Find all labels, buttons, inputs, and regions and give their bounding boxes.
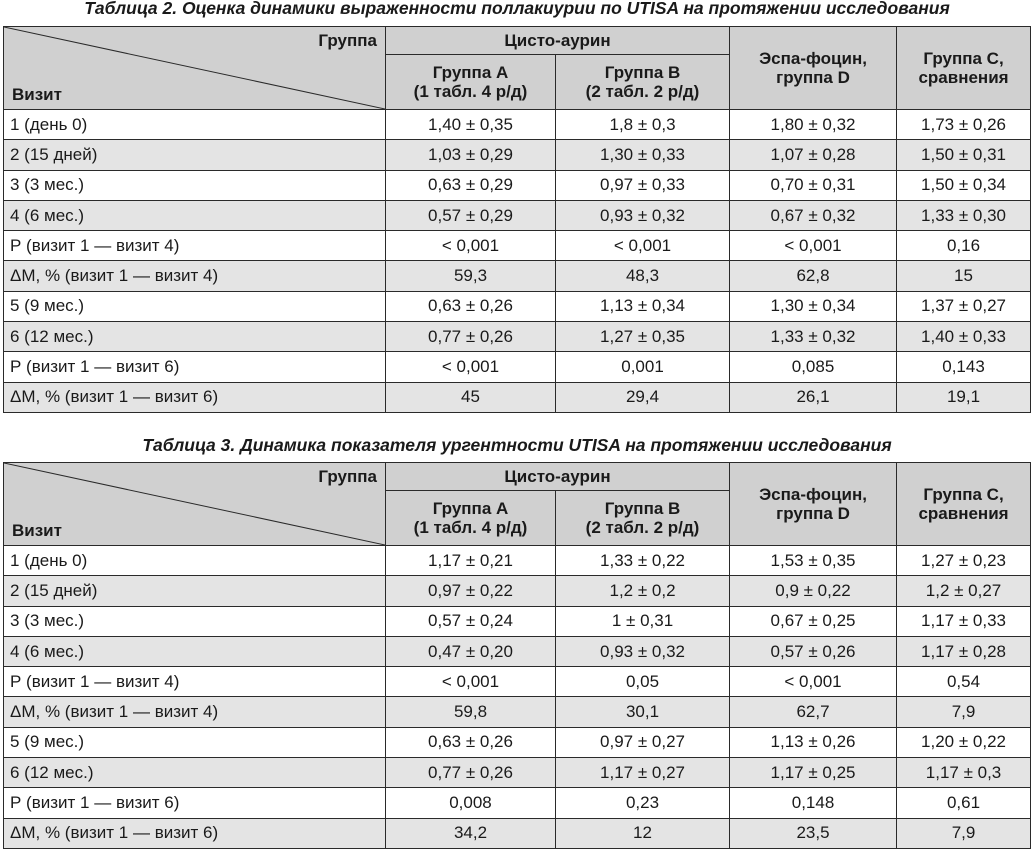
cell-group-d: 62,7 (730, 697, 897, 727)
cell-group-a: 34,2 (386, 818, 556, 848)
cell-group-d: 0,67 ± 0,25 (730, 606, 897, 636)
corner-group-label: Группа (318, 31, 377, 50)
cell-group-c: 15 (897, 261, 1031, 291)
table-row (4, 667, 1031, 697)
header-group-b: Группа В (2 табл. 2 р/д) (556, 55, 730, 110)
row-label: 2 (15 дней) (4, 576, 386, 606)
cell-group-a: 1,03 ± 0,29 (386, 140, 556, 170)
cell-group-b: 0,23 (556, 788, 730, 818)
cell-group-d: 1,17 ± 0,25 (730, 758, 897, 788)
cell-group-c: 0,61 (897, 788, 1031, 818)
header-group-a: Группа А (1 табл. 4 р/д) (386, 491, 556, 546)
cell-group-d: 23,5 (730, 818, 897, 848)
table-row (4, 788, 1031, 818)
table-row (4, 110, 1031, 140)
header-cisto-aurin: Цисто-аурин (386, 27, 730, 55)
table-row (4, 261, 1031, 291)
cell-group-d: 1,07 ± 0,28 (730, 140, 897, 170)
cell-group-b: 1 ± 0,31 (556, 606, 730, 636)
cell-group-a: < 0,001 (386, 667, 556, 697)
cell-group-b: 1,8 ± 0,3 (556, 110, 730, 140)
row-label: Р (визит 1 — визит 6) (4, 352, 386, 382)
row-label: ΔМ, % (визит 1 — визит 6) (4, 382, 386, 412)
cell-group-c: 7,9 (897, 818, 1031, 848)
row-label: 1 (день 0) (4, 546, 386, 576)
header-group-d: Эспа-фоцин, группа D (730, 463, 897, 546)
cell-group-d: 0,70 ± 0,31 (730, 170, 897, 200)
cell-group-c: 0,54 (897, 667, 1031, 697)
row-label: 5 (9 мес.) (4, 727, 386, 757)
cell-group-b: 48,3 (556, 261, 730, 291)
cell-group-d: 0,67 ± 0,32 (730, 200, 897, 230)
row-label: 3 (3 мес.) (4, 606, 386, 636)
cell-group-c: 0,16 (897, 231, 1031, 261)
row-label: 5 (9 мес.) (4, 291, 386, 321)
cell-group-b: < 0,001 (556, 231, 730, 261)
cell-group-a: < 0,001 (386, 231, 556, 261)
row-label: ΔМ, % (визит 1 — визит 4) (4, 697, 386, 727)
row-label: 6 (12 мес.) (4, 758, 386, 788)
header-group-c: Группа С, сравнения (897, 463, 1031, 546)
table-row (4, 382, 1031, 412)
cell-group-d: 0,57 ± 0,26 (730, 636, 897, 666)
row-label: 4 (6 мес.) (4, 636, 386, 666)
header-group-b: Группа В (2 табл. 2 р/д) (556, 491, 730, 546)
table2-body (4, 110, 1031, 413)
cell-group-c: 1,27 ± 0,23 (897, 546, 1031, 576)
cell-group-a: 1,40 ± 0,35 (386, 110, 556, 140)
table-row (4, 576, 1031, 606)
row-label: 4 (6 мес.) (4, 200, 386, 230)
table-row (4, 818, 1031, 848)
table3-caption: Таблица 3. Динамика показателя ургентности UTISA на протяжении исследования (142, 435, 892, 455)
corner-visit-label: Визит (12, 521, 62, 540)
cell-group-b: 0,93 ± 0,32 (556, 200, 730, 230)
row-label: 2 (15 дней) (4, 140, 386, 170)
cell-group-d: 1,30 ± 0,34 (730, 291, 897, 321)
cell-group-d: 0,148 (730, 788, 897, 818)
cell-group-b: 29,4 (556, 382, 730, 412)
table-row (4, 727, 1031, 757)
row-label: Р (визит 1 — визит 6) (4, 788, 386, 818)
cell-group-a: 0,77 ± 0,26 (386, 758, 556, 788)
cell-group-c: 1,17 ± 0,28 (897, 636, 1031, 666)
cell-group-a: 59,3 (386, 261, 556, 291)
header-cisto-aurin: Цисто-аурин (386, 463, 730, 491)
cell-group-c: 7,9 (897, 697, 1031, 727)
table-row (4, 291, 1031, 321)
table-row (4, 140, 1031, 170)
table2-corner-header (4, 27, 386, 110)
row-label: 3 (3 мес.) (4, 170, 386, 200)
table-row (4, 546, 1031, 576)
cell-group-d: < 0,001 (730, 667, 897, 697)
table-row (4, 170, 1031, 200)
row-label: ΔМ, % (визит 1 — визит 6) (4, 818, 386, 848)
cell-group-d: 1,80 ± 0,32 (730, 110, 897, 140)
cell-group-c: 1,50 ± 0,31 (897, 140, 1031, 170)
cell-group-b: 0,97 ± 0,27 (556, 727, 730, 757)
cell-group-a: 0,47 ± 0,20 (386, 636, 556, 666)
cell-group-a: 0,97 ± 0,22 (386, 576, 556, 606)
cell-group-c: 0,143 (897, 352, 1031, 382)
cell-group-d: 1,33 ± 0,32 (730, 322, 897, 352)
table2 (3, 26, 1031, 413)
table-row (4, 322, 1031, 352)
cell-group-a: < 0,001 (386, 352, 556, 382)
cell-group-d: 26,1 (730, 382, 897, 412)
cell-group-c: 1,40 ± 0,33 (897, 322, 1031, 352)
cell-group-c: 1,2 ± 0,27 (897, 576, 1031, 606)
corner-group-label: Группа (318, 467, 377, 486)
cell-group-b: 0,05 (556, 667, 730, 697)
cell-group-a: 0,63 ± 0,26 (386, 727, 556, 757)
table-row (4, 606, 1031, 636)
cell-group-a: 0,57 ± 0,29 (386, 200, 556, 230)
cell-group-b: 1,17 ± 0,27 (556, 758, 730, 788)
cell-group-b: 12 (556, 818, 730, 848)
table-row (4, 636, 1031, 666)
table-row (4, 697, 1031, 727)
cell-group-a: 0,77 ± 0,26 (386, 322, 556, 352)
cell-group-b: 30,1 (556, 697, 730, 727)
cell-group-b: 1,13 ± 0,34 (556, 291, 730, 321)
cell-group-c: 1,20 ± 0,22 (897, 727, 1031, 757)
header-group-a: Группа А (1 табл. 4 р/д) (386, 55, 556, 110)
table-row (4, 231, 1031, 261)
row-label: 6 (12 мес.) (4, 322, 386, 352)
row-label: ΔМ, % (визит 1 — визит 4) (4, 261, 386, 291)
row-label: 1 (день 0) (4, 110, 386, 140)
cell-group-b: 1,30 ± 0,33 (556, 140, 730, 170)
cell-group-d: 0,9 ± 0,22 (730, 576, 897, 606)
cell-group-c: 1,50 ± 0,34 (897, 170, 1031, 200)
table-row (4, 758, 1031, 788)
cell-group-b: 1,2 ± 0,2 (556, 576, 730, 606)
cell-group-a: 0,57 ± 0,24 (386, 606, 556, 636)
cell-group-c: 19,1 (897, 382, 1031, 412)
header-group-d: Эспа-фоцин, группа D (730, 27, 897, 110)
table-row (4, 200, 1031, 230)
header-group-c: Группа С, сравнения (897, 27, 1031, 110)
table3 (3, 462, 1031, 849)
cell-group-a: 59,8 (386, 697, 556, 727)
cell-group-d: < 0,001 (730, 231, 897, 261)
cell-group-d: 1,13 ± 0,26 (730, 727, 897, 757)
cell-group-a: 0,63 ± 0,29 (386, 170, 556, 200)
cell-group-a: 0,008 (386, 788, 556, 818)
cell-group-a: 45 (386, 382, 556, 412)
cell-group-b: 1,33 ± 0,22 (556, 546, 730, 576)
table3-corner-header (4, 463, 386, 546)
cell-group-c: 1,33 ± 0,30 (897, 200, 1031, 230)
cell-group-c: 1,73 ± 0,26 (897, 110, 1031, 140)
cell-group-b: 0,97 ± 0,33 (556, 170, 730, 200)
table2-caption: Таблица 2. Оценка динамики выраженности поллакиурии по UTISA на протяжении исследования (84, 0, 950, 18)
cell-group-a: 0,63 ± 0,26 (386, 291, 556, 321)
cell-group-d: 62,8 (730, 261, 897, 291)
cell-group-d: 0,085 (730, 352, 897, 382)
table-row (4, 352, 1031, 382)
row-label: Р (визит 1 — визит 4) (4, 667, 386, 697)
cell-group-a: 1,17 ± 0,21 (386, 546, 556, 576)
table3-body (4, 546, 1031, 849)
row-label: Р (визит 1 — визит 4) (4, 231, 386, 261)
cell-group-b: 0,001 (556, 352, 730, 382)
cell-group-b: 1,27 ± 0,35 (556, 322, 730, 352)
cell-group-c: 1,17 ± 0,33 (897, 606, 1031, 636)
cell-group-b: 0,93 ± 0,32 (556, 636, 730, 666)
cell-group-d: 1,53 ± 0,35 (730, 546, 897, 576)
corner-visit-label: Визит (12, 85, 62, 104)
cell-group-c: 1,17 ± 0,3 (897, 758, 1031, 788)
cell-group-c: 1,37 ± 0,27 (897, 291, 1031, 321)
